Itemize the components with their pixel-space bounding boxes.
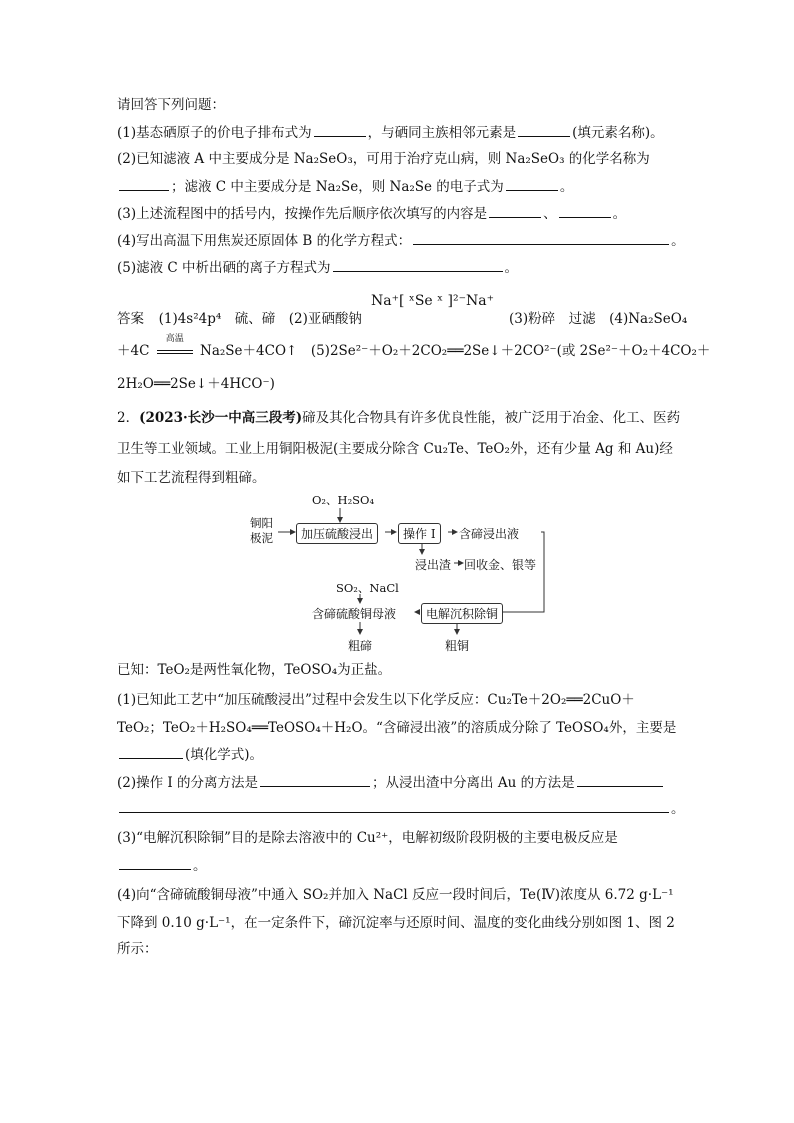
sub-question-2-line-2 — [117, 798, 685, 819]
q4-text: (4)写出高温下用焦炭还原固体 B 的化学方程式： — [117, 233, 412, 249]
q5-text: (5)滤液 C 中析出硒的离子方程式为 — [117, 260, 331, 276]
sub-question-1-line-2: TeO₂；TeO₂＋H₂SO₄══TeOSO₄＋H₂O。“含碲浸出液”的溶质成分除了 TeOSO₄外，主要是 — [117, 720, 677, 736]
flow-reagent-1: O₂、H₂SO₄ — [312, 493, 375, 507]
s2-end: 。 — [671, 801, 685, 817]
problem-2-line-3: 如下工艺流程得到粗碲。 — [117, 470, 266, 486]
answer-part-1: (1)4s²4p⁴ 硫、碲 (2)亚硒酸钠 — [158, 311, 362, 327]
question-2-line-2 — [117, 176, 573, 197]
question-3 — [117, 203, 626, 224]
q5-blank[interactable] — [333, 257, 503, 272]
flow-residue-output: 回收金、银等 — [464, 558, 537, 572]
question-4 — [117, 230, 685, 251]
flow-output-leachate: 含碲浸出液 — [459, 527, 520, 541]
sub-question-1-line-3 — [117, 744, 263, 765]
sub-question-4-line-1: (4)向“含碲硫酸铜母液”中通入 SO₂并加入 NaCl 反应一段时间后，Te(Ⅳ)浓度从 6.72 g·L⁻¹ — [117, 887, 674, 903]
flow-mother-liquor: 含碲硫酸铜母液 — [312, 607, 397, 621]
q3-text: (3)上述流程图中的括号内，按操作先后顺序依次填写的内容是 — [117, 206, 488, 222]
answer-line-3: 2H₂O══2Se↓＋4HCO⁻) — [117, 376, 275, 392]
problem-2-text-1: 碲及其化合物具有许多优良性能，被广泛用于冶金、化工、医药 — [302, 410, 681, 426]
q3-end: 。 — [612, 206, 627, 222]
problem-2-line-2: 卫生等工业领域。工业上用铜阳极泥(主要成分除含 Cu₂Te、TeO₂外，还有少量 Ag 和 Au)经 — [117, 441, 673, 457]
answer-part-3: (3)粉碎 过滤 (4)Na₂SeO₄ — [509, 311, 688, 327]
sub-question-2-line-1 — [117, 772, 665, 793]
q1-blank-1[interactable] — [314, 122, 366, 137]
flow-box-operation-1: 操作 I — [398, 523, 441, 544]
s2-text-2: ；从浸出渣中分离出 Au 的方法是 — [372, 775, 575, 791]
flow-box-leach: 加压硫酸浸出 — [296, 523, 378, 544]
question-5 — [117, 257, 518, 278]
flow-product-crude-cu: 粗铜 — [445, 639, 470, 653]
problem-2-source: (2023·长沙一中高三段考) — [139, 410, 303, 426]
flow-box-electrolysis: 电解沉积除铜 — [421, 603, 503, 624]
q1-text-1: (1)基态硒原子的价电子排布式为 — [117, 125, 312, 141]
answer-line-2b: Na₂Se＋4CO↑ (5)2Se²⁻＋O₂＋2CO₂══2Se↓＋2CO²⁻(或 2Se²⁻＋O₂＋4CO₂＋ — [200, 343, 711, 359]
sub-question-4-line-3: 所示： — [117, 941, 158, 957]
sub-question-1-line-1: (1)已知此工艺中“加压硫酸浸出”过程中会发生以下化学反应：Cu₂Te＋2O₂══2CuO＋ — [117, 692, 635, 708]
q1-text-3: (填元素名称)。 — [572, 125, 664, 141]
q3-blank-2[interactable] — [559, 203, 611, 218]
question-1 — [117, 122, 664, 143]
intro-line: 请回答下列问题： — [117, 97, 225, 113]
s3-end: 。 — [193, 858, 207, 874]
flow-product-crude-te: 粗碲 — [348, 639, 373, 653]
problem-2-line-1 — [117, 408, 680, 428]
s2-blank-1[interactable] — [260, 772, 370, 787]
s2-blank-2[interactable] — [577, 772, 663, 787]
s2-text-1: (2)操作 I 的分离方法是 — [117, 775, 259, 791]
known-line: 已知：TeO₂是两性氧化物，TeOSO₄为正盐。 — [117, 662, 392, 678]
flow-input: 铜阳 极泥 — [250, 516, 273, 545]
s3-blank[interactable] — [119, 855, 191, 870]
answer-label: 答案 — [117, 311, 144, 327]
flow-reagent-2: SO₂、NaCl — [336, 581, 399, 595]
s2-blank-3[interactable] — [119, 798, 669, 813]
q5-end: 。 — [504, 260, 519, 276]
q2-blank-2[interactable] — [506, 176, 558, 191]
q2-text-3: 。 — [559, 179, 574, 195]
s1-blank[interactable] — [119, 744, 183, 759]
flow-residue: 浸出渣 — [415, 558, 452, 572]
reaction-arrow — [157, 334, 193, 361]
answer-line-1 — [117, 309, 362, 329]
sub-question-4-line-2: 下降到 0.10 g·L⁻¹，在一定条件下，碲沉淀率与还原时间、温度的变化曲线分别如图 1、图 2 — [117, 915, 675, 931]
problem-2-number: 2． — [117, 410, 140, 426]
process-flowchart — [250, 490, 550, 655]
q4-blank[interactable] — [413, 230, 669, 245]
electron-formula: Na⁺[ ˣSe ˣ ]²⁻Na⁺ — [371, 293, 494, 309]
q1-text-2: ，与硒同主族相邻元素是 — [367, 125, 517, 141]
q3-sep: 、 — [543, 206, 557, 222]
q2-text-2: ；滤液 C 中主要成分是 Na₂Se，则 Na₂Se 的电子式为 — [171, 179, 504, 195]
sub-question-3-line-1: (3)“电解沉积除铜”目的是除去溶液中的 Cu²⁺，电解初级阶段阴极的主要电极反应是 — [117, 830, 618, 846]
question-2-line-1: (2)已知滤液 A 中主要成分是 Na₂SeO₃，可用于治疗克山病，则 Na₂SeO₃ 的化学名称为 — [117, 151, 650, 167]
q3-blank-1[interactable] — [489, 203, 541, 218]
q4-end: 。 — [671, 233, 685, 249]
q1-blank-2[interactable] — [518, 122, 570, 137]
s1-end: (填化学式)。 — [185, 747, 264, 763]
q2-blank-1[interactable] — [119, 176, 169, 191]
answer-line-2 — [117, 334, 711, 361]
answer-line-2a: ＋4C — [117, 343, 150, 359]
sub-question-3-line-2 — [117, 855, 207, 876]
reaction-condition: 高温 — [165, 334, 184, 344]
